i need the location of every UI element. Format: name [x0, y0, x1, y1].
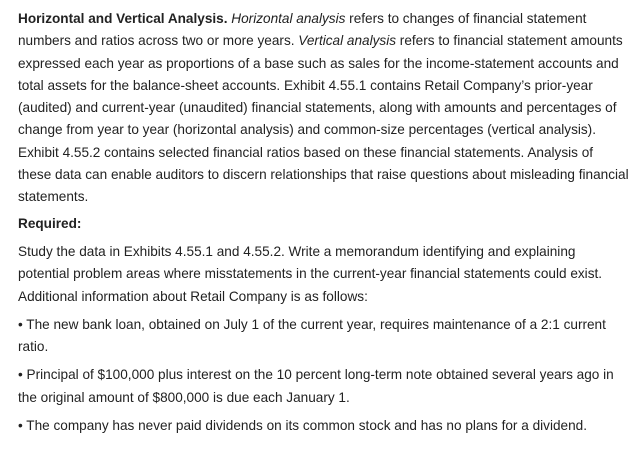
section-title: Horizontal and Vertical Analysis. [18, 11, 228, 26]
intro-text-1: refers to changes of financial statement numbers and ratios across two or more years. [18, 11, 587, 49]
term-vertical-analysis: Vertical analysis [298, 33, 397, 49]
bullet-item: • The new bank loan, obtained on July 1 of the current year, requires maintenance of a 2:1 current ratio. [18, 316, 606, 355]
bullet-item: • The company has never paid dividends on its common stock and has no plans for a dividend. [18, 418, 587, 434]
bullet-item: • Principal of $100,000 plus interest on the 10 percent long-term note obtained several years ago in the original amount of $800,000 is due each January 1. [18, 367, 614, 405]
term-horizontal-analysis: Horizontal analysis [231, 11, 346, 26]
intro-paragraph [18, 8, 630, 209]
required-task: Study the data in Exhibits 4.55.1 and 4.55.2. Write a memorandum identifying and explaining potential problem areas where misstatements in the current-year financial statements could exist. Additional information about Retail Company is as follows: [18, 243, 603, 304]
intro-text-2: refers to financial statement amounts expressed each year as proportions of a base such as sales for the income-statement accounts and total assets for the balance-sheet accounts. Exhibit 4.55.1 contains Retail Company’s prior-year (audited) and current-year (unaudited) financial statements, along with amounts and percentages of change from year to year (horizontal analysis) and common-size percentages (vertical analysis). Exhibit 4.55.2 contains selected financial ratios based on these financial statements. Analysis of these data can enable auditors to discern relationships that raise questions about misleading financial statements. [18, 33, 629, 205]
required-heading: Required: [18, 215, 82, 231]
problem-text [18, 8, 630, 437]
